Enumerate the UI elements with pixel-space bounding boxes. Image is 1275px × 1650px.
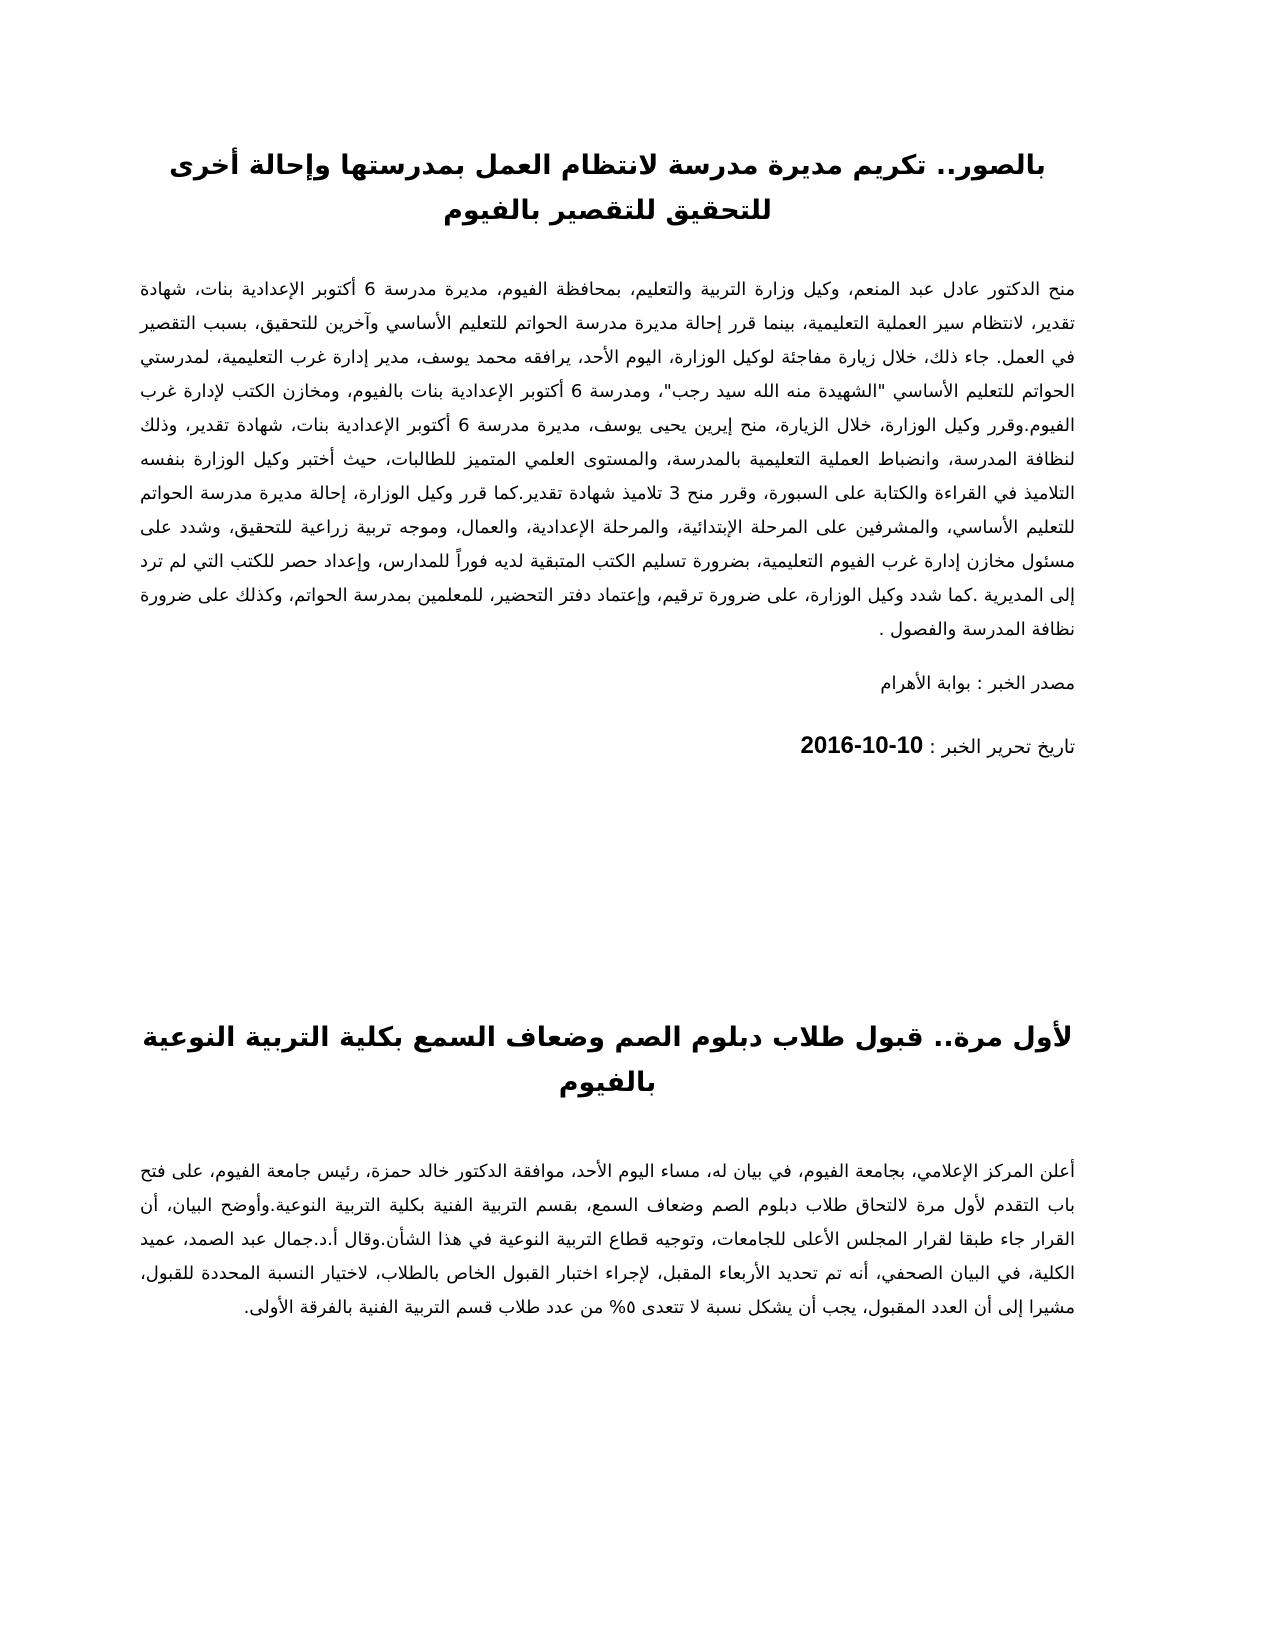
news-date-label: تاريخ تحرير الخبر : bbox=[923, 736, 1075, 758]
news-date-value: 2016-10-10 bbox=[800, 732, 924, 759]
news-article bbox=[140, 143, 1075, 764]
article-body: منح الدكتور عادل عبد المنعم، وكيل وزارة التربية والتعليم، بمحافظة الفيوم، مديرة مدرسة 6 أكتوبر الإعدادية بنات، شهادة تقدير، لانتظام سير العملية التعليمية، بينما قرر إحالة مديرة مدرسة الحواتم للتعليم الأساسي وآخرين للتحقيق، بسبب التقصير في العمل. جاء ذلك، خلال زيارة مفاجئة لوكيل الوزارة، اليوم الأحد، يرافقه محمد يوسف، مدير إدارة غرب التعليمية، لمدرستي الحواتم للتعليم الأساسي "الشهيدة منه الله سيد رجب"، ومدرسة 6 أكتوبر الإعدادية بنات بالفيوم، ومخازن الكتب لإدارة غرب الفيوم.وقرر وكيل الوزارة، خلال الزيارة، منح إيرين يحيى يوسف، مديرة مدرسة 6 أكتوبر الإعدادية بنات، شهادة تقدير، وذلك لنظافة المدرسة، وانضباط العملية التعليمية بالمدرسة، والمستوى العلمي المتميز للطالبات، حيث أختبر وكيل الوزارة بنفسه التلاميذ في القراءة والكتابة على السبورة، وقرر منح 3 تلاميذ شهادة تقدير.كما قرر وكيل الوزارة، إحالة مديرة مدرسة الحواتم للتعليم الأساسي، والمشرفين على المرحلة الإبتدائية، والمرحلة الإعدادية، والعمال، وموجه تربية زراعية للتحقيق، وشدد على مسئول مخازن إدارة غرب الفيوم التعليمية، بضرورة تسليم الكتب المتبقية لديه فوراً للمدارس، وإعداد حصر للكتب التي لم ترد إلى المديرية .كما شدد وكيل الوزارة، على ضرورة ترقيم، وإعتماد دفتر التحضير، للمعلمين بمدرسة الحواتم، وكذلك على ضرورة نظافة المدرسة والفصول . bbox=[140, 279, 1075, 640]
article-body: أعلن المركز الإعلامي، بجامعة الفيوم، في بيان له، مساء اليوم الأحد، موافقة الدكتور خالد حمزة، رئيس جامعة الفيوم، على فتح باب التقدم لأول مرة لالتحاق طلاب دبلوم الصم وضعاف السمع، بقسم التربية الفنية بكلية التربية النوعية.وأوضح البيان، أن القرار جاء طبقا لقرار المجلس الأعلى للجامعات، وتوجيه قطاع التربية النوعية في هذا الشأن.وقال أ.د.جمال عبد الصمد، عميد الكلية، في البيان الصحفي، أنه تم تحديد الأربعاء المقبل، لإجراء اختبار القبول الخاص بالطلاب، لاختيار النسبة المحددة للقبول، مشيرا إلى أن العدد المقبول، يجب أن يشكل نسبة لا تتعدى ٥% من عدد طلاب قسم التربية الفنية بالفرقة الأولى. bbox=[140, 1161, 1075, 1318]
article-headline: بالصور.. تكريم مديرة مدرسة لانتظام العمل بمدرستها وإحالة أخرى للتحقيق للتقصير بالفيوم bbox=[169, 150, 1046, 226]
news-date bbox=[140, 729, 1075, 764]
news-source: مصدر الخبر : بوابة الأهرام bbox=[880, 673, 1075, 694]
article-headline: لأول مرة.. قبول طلاب دبلوم الصم وضعاف السمع بكلية التربية النوعية بالفيوم bbox=[142, 1022, 1073, 1098]
news-article bbox=[140, 1015, 1075, 1325]
